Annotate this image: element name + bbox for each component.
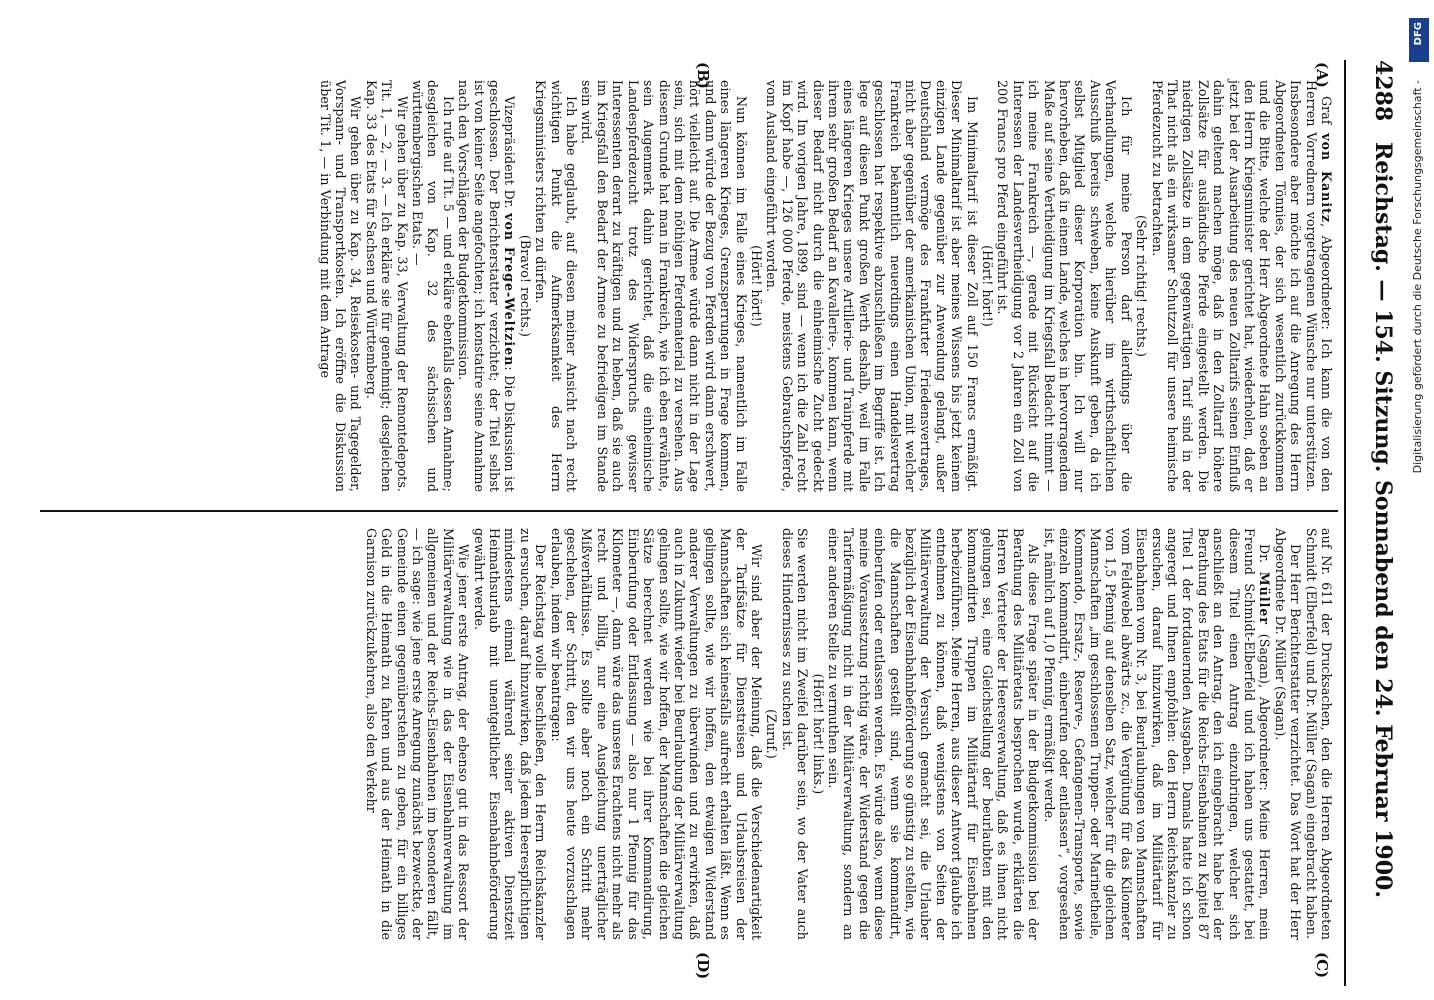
running-title: Reichstag. — 154. Sitzung. Sonnabend den 24. Februar 1900. bbox=[1370, 142, 1396, 898]
speaker-name: Müller bbox=[1257, 571, 1273, 626]
interjection: (Hört! hört! links.) bbox=[810, 673, 826, 795]
paragraph: Sie werden nicht im Zweifel darüber sein, wo der Vater auch dieses Hindernisses zu suchen ist. bbox=[779, 528, 811, 940]
right-column bbox=[363, 528, 1334, 940]
header-rule bbox=[1344, 60, 1346, 986]
margin-marker-a: (A) bbox=[1313, 62, 1331, 88]
interjection: (Sehr richtig! rechts.) bbox=[1134, 215, 1150, 357]
speaker-paragraph: Vizepräsident Dr. von Frege-Weltzien: Die Diskussion ist geschlossen. Der Berichterstatter verzichtet; der Titel selbst ist von keiner Seite angefochten; ich konstatire seine Annahme nach den Vorschlägen der Budgetkommission. bbox=[456, 80, 518, 492]
paragraph: Ich habe geglaubt, auf diesen meiner Ansicht nach recht wichtigen Punkt die Aufmerksamkeit des Herrn Kriegsministers richten zu dürfen. bbox=[533, 80, 580, 492]
digitization-footer bbox=[1407, 10, 1431, 990]
interjection: (Hört! hört!) bbox=[748, 245, 764, 327]
paragraph: Als diese Frage später in der Budgetkommission bei der Berathung des Militäretats besprochen wurde, erklärten die Herren Vertreter der Heeresverwaltung, daß es ihnen nicht gelungen sei, eine Gleichstellung der beurlaubten mit den kommandirten Truppen im Militärtarif für Eisenbahnen herbeizuführen. Meine Herren, aus dieser Antwort glaubte ich entnehmen zu können, daß wenigstens von Seiten der Militärverwaltung der Versuch gemacht sei, die Urlauber bezüglich der Eisenbahnbeförderung so günstig zu stellen, wie die Mannschaften gestellt sind, wenn sie kommandirt, einberufen oder entlassen werden. Es würde also, wenn diese meine Voraussetzung richtig wäre, der Widerstand gegen die Tarifermäßigung nicht in der Militärverwaltung, sondern an einer anderen Stelle zu vermuthen sein. bbox=[826, 528, 1042, 940]
speaker-paragraph: Dr. Müller (Sagan), Abgeordneter: Meine Herren, mein Freund Schmidt-Elberfeld und ich haben uns gestattet, bei diesem Titel einen Antrag einzubringen, welcher sich anschließt an den Antrag, den ich eingebracht habe bei der Berathung des Etats für die Reichs-Eisenbahnen zu Kapitel 87 Titel 1 der fortdauernden Ausgaben. Damals hatte ich schon angeregt und Ihnen empfohlen: den Herrn Reichskanzler zu ersuchen, darauf hinzuwirken, daß im Militärtarif für Eisenbahnen vom Nr. 3, bei Beurlaubungen von Mannschaften vom Feldwebel abwärts zc., die Vergütung für das Kilometer von 1,5 Pfennig auf denselben Satz, welcher für die gleichen Mannschaften „im geschlossenen Truppen- oder Marinetheile, Kommando, Ersatz-, Reserve-, Gefangenen-Transporte, sowie einzeln kommandirt, einberufen oder entlassen“, vorgesehen ist, nämlich auf 1,0 Pfennig, ermäßigt werde. bbox=[1041, 528, 1273, 940]
paragraph: Wie jener erste Antrag, der ebenso gut in das Ressort der Militärverwaltung wie in das der Eisenbahnverwaltung im allgemeinen und der Reichs-Eisenbahnen im besonderen fällt, — ich sage: wie jene erste Anregung zunächst bezweckte, der Gemeinde einen gegenüberstehen zu geben, für ein billiges Geld in die Heimath zu fahren und aus der Heimath in die Garnison zurückzukehren, also den Verkehr bbox=[363, 528, 472, 940]
page-header bbox=[1356, 60, 1396, 980]
column-divider bbox=[40, 510, 1338, 512]
paragraph: Wir gehen über zu Kap. 33, Verwaltung der Remontedepots. Tit. 1, — 2, — 3. — Ich erkläre sie für genehmigt; desgleichen Kap. 33 des Etats für Sachsen und Württemberg. bbox=[363, 80, 410, 492]
page-number: 4288 bbox=[1370, 60, 1396, 122]
paragraph: auf Nr. 611 der Drucksachen, den die Herren Abgeordneten Schmidt (Elberfeld) und Dr. Müller (Sagan) eingebracht haben. bbox=[1303, 528, 1334, 940]
margin-marker-d: (D) bbox=[694, 952, 712, 980]
left-column bbox=[317, 80, 1334, 492]
margin-marker-b: (B) bbox=[694, 62, 712, 89]
paragraph: Wir gehen über zu Kap. 34, Reisekosten- und Tagegelder, Vorspann- und Transportkosten. Ich eröffne die Diskussion über Tit. 1, — in Verbindung mit dem Antrage bbox=[317, 80, 364, 492]
paragraph: Wir sind aber der Meinung, daß die Verschiedenartigkeit der Tarifsätze für Dienstreisen und Urlaubsreisen der Mannschaften sich keinesfalls aufrecht erhalten läßt. Wenn es gelingen sollte, wie wir hoffen, den etwaigen Widerstand anderer Verwaltungen zu überwinden und zu erwirken, daß auch in Zukunft wieder bei Beurlaubung der Militärverwaltung gelingen sollte, wie wir hoffen, der Mannschaften die gleichen Sätze berechnet werden wie bei ihrer Kommandirung, Einberufung oder Entlassung — also nur 1 Pfennig für das Kilometer —, dann wäre das unseres Erachtens nicht mehr als recht und billig, nur eine Ausgleichung unerträglicher Mißverhältnisse. Es sollte aber noch ein Schritt mehr geschehen, der Schritt, den wir uns heute vorzuschlagen erlauben, indem wir beantragen: bbox=[548, 528, 764, 940]
paragraph: Ich rufe auf Tit. 5 — und erkläre ebenfalls dessen Annahme; desgleichen von Kap. 32 des sächsischen und württembergischen Etats. — bbox=[410, 80, 456, 492]
interjection: (Zuruf.) bbox=[764, 709, 780, 759]
paragraph: Nun können im Falle eines Krieges, namentlich im Falle eines längeren Krieges, Grenzsperrungen in Frage kommen, und dann würde der Bezug von Pferden wird dann erschwert, hört vielleicht auf. Die Armee würde dann nicht in der Lage sein, sich mit dem nöthigen Pferdematerial zu versehen. Aus diesem Grunde hat man in Frankreich, wie ich eben erwähnte, sein Augenmerk dahin gerichtet, daß die einheimische Landespferdezucht trotz des Widerspruchs gewisser Interessenten derart zu kräftigen und zu heben, daß sie auch im Kriegsfall den Bedarf der Armee zu befriedigen im Stande sein wird. bbox=[579, 80, 749, 492]
paragraph: Im Minimaltarif ist dieser Zoll auf 150 Francs ermäßigt. Dieser Minimaltarif ist aber meines Wissens bis jetzt keinem einzigen Lande gegenüber zur Anwendung gelangt, außer Deutschland vermöge des Frankfurter Friedensvertrages, nicht aber gegenüber der amerikanischen Union, mit welcher Frankreich bekanntlich neuerdings einen Handelsvertrag geschlossen hat respektive abzuschließen im Begriffe ist. Ich lege auf diesen Punkt großen Werth deshalb, weil im Falle eines längeren Krieges unsere Artillerie- und Trainpferde mit ihrem sehr großen Bedarf an Kavallerie-, kommen kann, wenn dieser Bedarf nicht durch die einheimische Zucht gedeckt wird. Im vorigen Jahre, 1899, sind — wenn ich die Zahl recht im Kopf habe —, 126 000 Pferde, meistens Gebrauchspferde, vom Ausland eingeführt worden. bbox=[764, 80, 980, 492]
interjection: (Bravo! rechts.) bbox=[517, 234, 533, 338]
speaker-paragraph: Graf von Kanitz, Abgeordneter: Ich kann die von den Herren Vorrednern vorgetragenen Wünsche nur unterstützen. Insbesondere aber möchte ich auf die Anregung des Herrn Abgeordneten Tönnies, der sich wesentlich zurückkommen und die Bitte, welche der Herr Abgeordnete Hahn soeben an den Herrn Kriegsminister gerichtet hat, wiederholen, daß er jetzt bei der Ausarbeitung des neuen Zolltarifs seinen Einfluß dahin geltend machen möge, daß in den Zolltarif höhere Zollsätze für ausländische Pferde eingestellt werden. Die niedrigen Zollsätze in dem gegenwärtigen Tarif sind in der That nicht als ein wirksamer Schutzzoll für unsere heimische Pferdezucht zu betrachten. bbox=[1149, 80, 1334, 492]
interjection: (Hört! hört!) bbox=[980, 245, 996, 327]
paragraph: Ich für meine Person darf allerdings über die Verhandlungen, welche hierüber im wirthschaftlichen Ausschuß bereits schweben, keine Auskunft geben, da ich selbst Mitglied dieser Korporation bin. Ich will nur hervorheben, daß in einem Lande, welches in hervorragendem Maße auf seine Vertheidigung im Kriegsfall Bedacht nimmt — ich meine Frankreich —, gerade mit Rücksicht auf die Interessen der Landesvertheidigung vor 2 Jahren ein Zoll von 200 Francs pro Pferd eingeführt ist. bbox=[995, 80, 1134, 492]
speaker-name: von Kanitz bbox=[1319, 133, 1334, 224]
margin-marker-c: (C) bbox=[1313, 952, 1331, 979]
paragraph: Der Reichstag wolle beschließen, den Herrn Reichskanzler zu ersuchen, darauf hinzuwirken, daß jedem Heerespflichtigen mindestens einmal während seiner aktiven Dienstzeit Heimathsurlaub mit unentgeltlicher Eisenbahnbeförderung gewährt werde. bbox=[471, 528, 549, 940]
dfg-logo: DFG bbox=[1409, 18, 1429, 62]
digitization-credit: Digitalisierung gefördert durch die Deutsche Forschungsgemeinschaft - bbox=[1411, 80, 1424, 474]
paragraph: Der Herr Berichterstatter verzichtet. Das Wort hat der Herr Abgeordnete Dr. Müller (Sagan). bbox=[1272, 528, 1304, 940]
speaker-name: von Frege-Weltzien bbox=[502, 213, 518, 367]
